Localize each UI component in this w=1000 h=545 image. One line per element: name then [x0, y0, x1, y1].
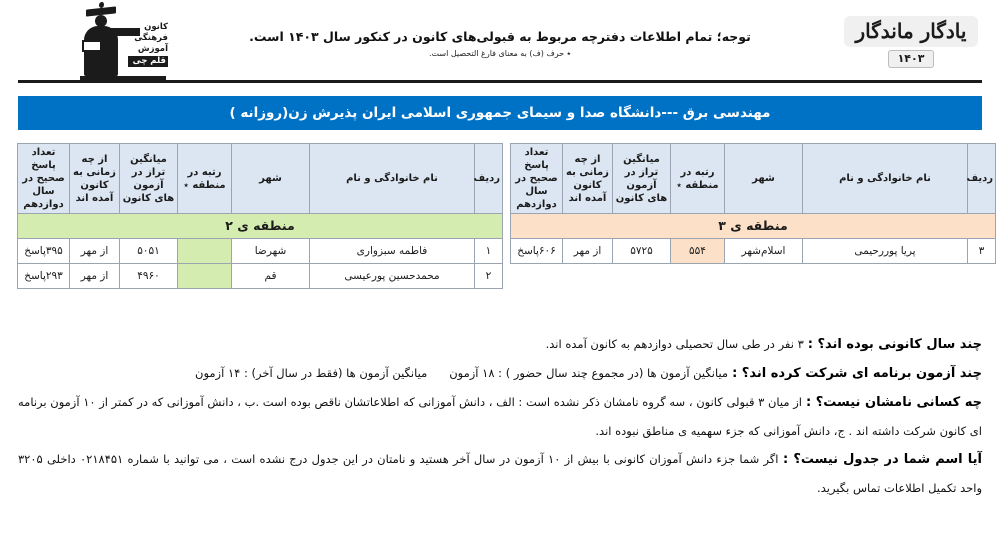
- faq-item-not-listed: [18, 445, 982, 502]
- region-label-row: [511, 214, 996, 239]
- col-header-name: نام خانوادگی و نام: [310, 144, 475, 214]
- cell-radif: ۲: [475, 264, 503, 289]
- cell-name: فاطمه سبزواری: [310, 239, 475, 264]
- major-title-bar: [18, 96, 982, 130]
- faq-item-missing-names: [18, 388, 982, 445]
- major-title-text: مهندسی برق ---دانشگاه صدا و سیمای جمهوری اسلامی ایران پذیرش زن(روزانه ): [229, 105, 771, 121]
- col-header-answers: تعداد پاسخ صحیح در سال دوازدهم: [511, 144, 563, 214]
- col-header-rank: رتبه در منطقه ٭: [671, 144, 725, 214]
- region-3-table-holder: [511, 143, 996, 264]
- faq-section: [18, 330, 982, 502]
- col-header-answers: تعداد پاسخ صحیح در سال دوازدهم: [18, 144, 70, 214]
- logo-line-2: فرهنگی: [134, 33, 168, 43]
- cell-answers: ۲۹۳پاسخ: [18, 264, 70, 289]
- table-row: [18, 239, 503, 264]
- logo-line-1: کانون: [144, 22, 168, 32]
- col-header-city: شهر: [725, 144, 803, 214]
- cell-name: پریا پوررحیمی: [803, 239, 968, 264]
- col-header-rank: رتبه در منطقه ٭: [178, 144, 232, 214]
- region-2-table-holder: [18, 143, 503, 289]
- cell-since: از مهر: [70, 239, 120, 264]
- faq-answer-years: ۳ نفر در طی سال تحصیلی دوازدهم به کانون آمده اند.: [545, 337, 804, 351]
- col-header-radif: ردیف: [968, 144, 996, 214]
- cell-name: محمدحسین پورعیسی: [310, 264, 475, 289]
- logo-line-4: قلم چی: [128, 56, 168, 67]
- logo-line-3: آموزش: [137, 44, 168, 54]
- cell-radif: ۳: [968, 239, 996, 264]
- region-label-row: [18, 214, 503, 239]
- faq-answer-missing-names: از میان ۳ قبولی کانون ، سه گروه نامشان ذکر نشده است : الف ، دانش آموزانی که اطلاعاتشان ناقص بوده است .ب ، دانش آموزانی که در کمتر از ۱۰ آزمون برنامه ای کانون شرکت داشته اند . ج، دانش آموزانی که جزء سهمیه ی مناطق نبوده اند.: [18, 395, 982, 438]
- col-header-city: شهر: [232, 144, 310, 214]
- header-divider: [18, 80, 982, 83]
- faq-item-years: [18, 330, 982, 359]
- table-row: [511, 239, 996, 264]
- cell-rank: [178, 264, 232, 289]
- brand-name-text: یادگار ماندگار: [844, 16, 979, 47]
- table-header-row: [18, 144, 503, 214]
- faq-answer-exams-total: میانگین آزمون ها (در مجموع چند سال حضور ) : ۱۸ آزمون: [449, 366, 729, 380]
- col-header-average: میانگین تراز در آزمون های کانون: [613, 144, 671, 214]
- region-3-table: [510, 143, 996, 264]
- region-2-table: [17, 143, 503, 289]
- cell-rank: ۵۵۴: [671, 239, 725, 264]
- cell-city: شهرضا: [232, 239, 310, 264]
- results-tables: [18, 143, 993, 289]
- region-label-text: منطقه ی ۳: [511, 214, 996, 239]
- region-label-text: منطقه ی ۲: [18, 214, 503, 239]
- faq-question-missing-names: چه کسانی نامشان نیست؟ :: [805, 395, 983, 410]
- table-row: [18, 264, 503, 289]
- page-header: [0, 0, 1000, 88]
- brand-year-text: ۱۴۰۳: [888, 50, 935, 68]
- faq-answer-exams-final-year: میانگین آزمون ها (فقط در سال آخر) : ۱۴ آزمون: [195, 366, 428, 380]
- cell-rank: [178, 239, 232, 264]
- cell-since: از مهر: [563, 239, 613, 264]
- notice-main-text: توجه؛ تمام اطلاعات دفترچه مربوط به قبولی‌های کانون در کنکور سال ۱۴۰۳ است.: [249, 29, 751, 44]
- col-header-name: نام خانوادگی و نام: [803, 144, 968, 214]
- faq-question-years: چند سال کانونی بوده اند؟ :: [807, 337, 982, 352]
- cell-average: ۵۷۲۵: [613, 239, 671, 264]
- cell-city: اسلام‌شهر: [725, 239, 803, 264]
- col-header-since: از چه زمانی به کانون آمده اند: [563, 144, 613, 214]
- faq-item-exams: [18, 359, 982, 388]
- faq-question-not-listed: آیا اسم شما در جدول نیست؟ :: [783, 452, 982, 467]
- cell-radif: ۱: [475, 239, 503, 264]
- cell-answers: ۳۹۵پاسخ: [18, 239, 70, 264]
- cell-answers: ۶۰۶پاسخ: [511, 239, 563, 264]
- cell-average: ۵۰۵۱: [120, 239, 178, 264]
- col-header-since: از چه زمانی به کانون آمده اند: [70, 144, 120, 214]
- col-header-radif: ردیف: [475, 144, 503, 214]
- table-header-row: [511, 144, 996, 214]
- faq-answer-not-listed: اگر شما جزء دانش آموزان کانونی با بیش از ۱۰ آزمون در سال آخر هستید و نامتان در این جدول درج نشده است ، می توانید با شماره ۰۲۱۸۴۵۱ داخلی ۳۲۰۵ واحد تکمیل اطلاعات تماس بگیرید.: [18, 452, 982, 495]
- faq-question-exams: چند آزمون برنامه ای شرکت کرده اند؟ :: [732, 366, 982, 381]
- brand-badge: [836, 16, 986, 76]
- cell-average: ۴۹۶۰: [120, 264, 178, 289]
- col-header-average: میانگین تراز در آزمون های کانون: [120, 144, 178, 214]
- cell-since: از مهر: [70, 264, 120, 289]
- cell-city: قم: [232, 264, 310, 289]
- notice-footnote-text: ٭ حرف (ف) به معنای فارغ التحصیل است.: [429, 49, 571, 58]
